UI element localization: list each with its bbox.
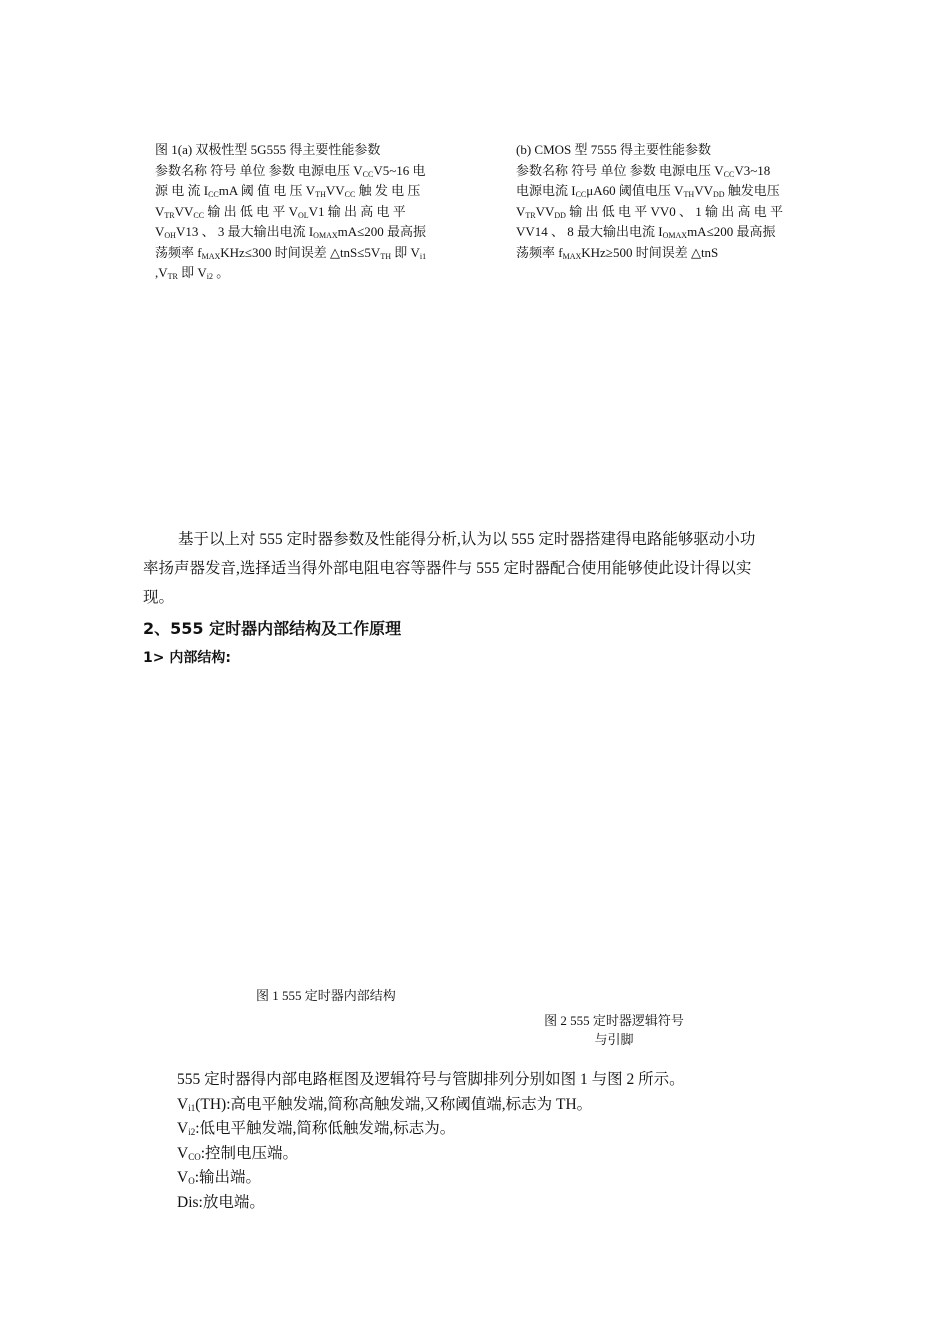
table-line: 源 电 流 $I_{CC}mA$ 阈 值 电 压 $V_{TH}VV_{CC}$ 触 发 电 压 bbox=[155, 183, 421, 199]
pin-intro: 555 定时器得内部电路框图及逻辑符号与管脚排列分别如图 1 与图 2 所示。 bbox=[177, 1071, 685, 1088]
paragraph-line: 现。 bbox=[143, 589, 175, 606]
table-line: $V_{TR}VV_{DD}$ 输 出 低 电 平 VV0 、 1 输 出 高 电 平 bbox=[516, 203, 783, 220]
paragraph-line: 率扬声器发音,选择适当得外部电阻电容等器件与 555 定时器配合使用能够使此设计得以实 bbox=[143, 560, 752, 577]
pin-vi2: $V_{i2}$:低电平触发端,简称低触发端,标志为。 bbox=[177, 1120, 456, 1137]
pin-dis: Dis:放电端。 bbox=[177, 1193, 265, 1211]
table-a bbox=[155, 140, 467, 284]
table-line: $V_{OH}V13$ 、 3 最大输出电流 $I_{OMAX}mA\le 200$ 最高振 bbox=[155, 224, 427, 240]
table-line: VV14 、 8 最大输出电流 $I_{OMAX}mA\le 200$ 最高振 bbox=[516, 224, 776, 240]
table-line: $V_{TR}VV_{CC}$ 输 出 低 电 平 $V_{OL}V1$ 输 出 高 电 平 bbox=[155, 203, 406, 220]
table-b-title: (b) CMOS 型 7555 得主要性能参数 bbox=[516, 142, 712, 157]
pin-descriptions bbox=[177, 1068, 685, 1215]
figure-1-caption: 图 1 555 定时器内部结构 bbox=[256, 988, 396, 1003]
figure-2-caption bbox=[530, 1011, 698, 1049]
pin-vi1: $V_{i1}(TH)$:高电平触发端,简称高触发端,又称阈值端,标志为 TH。 bbox=[177, 1095, 593, 1113]
table-a-lines bbox=[155, 161, 467, 284]
pin-vo: $V_O$:输出端。 bbox=[177, 1169, 262, 1186]
table-line: $,V_{TR}$ 即 $V_{i2}$ 。 bbox=[155, 265, 230, 281]
figure-2-caption-line: 图 2 555 定时器逻辑符号 bbox=[544, 1013, 684, 1028]
paragraph-line: 基于以上对 555 定时器参数及性能得分析,认为以 555 定时器搭建得电路能够驱动小功 bbox=[178, 531, 756, 548]
table-b-lines bbox=[516, 161, 811, 264]
figure-2-caption-line: 与引脚 bbox=[594, 1032, 634, 1047]
table-b bbox=[516, 140, 811, 263]
table-line: 荡频率 $f_{MAX}KHz\le 300$ 时间误差 $\triangle tnS\le 5V_{TH}$ 即 $V_{i1}$ bbox=[155, 244, 427, 261]
table-a-title: 图 1(a) 双极性型 5G555 得主要性能参数 bbox=[155, 142, 381, 157]
section-heading: 2、555 定时器内部结构及工作原理 bbox=[143, 619, 402, 638]
table-line: 荡频率 $f_{MAX}KHz\ge 500$ 时间误差 △tnS bbox=[516, 244, 719, 261]
table-line: 电源电流 $I_{CC}\mu A60$ 阈值电压 $V_{TH}VV_{DD}$ 触发电压 bbox=[516, 183, 780, 199]
table-line: 参数名称 符号 单位 参数 电源电压 $V_{CC}V3\sim 18$ bbox=[516, 162, 771, 179]
analysis-paragraph bbox=[143, 525, 823, 612]
table-line: 参数名称 符号 单位 参数 电源电压 $V_{CC}V5\sim 16$ 电 bbox=[155, 162, 426, 179]
sub-heading: 1> 内部结构: bbox=[143, 650, 231, 666]
pin-vco: $V_{CO}$:控制电压端。 bbox=[177, 1144, 299, 1162]
